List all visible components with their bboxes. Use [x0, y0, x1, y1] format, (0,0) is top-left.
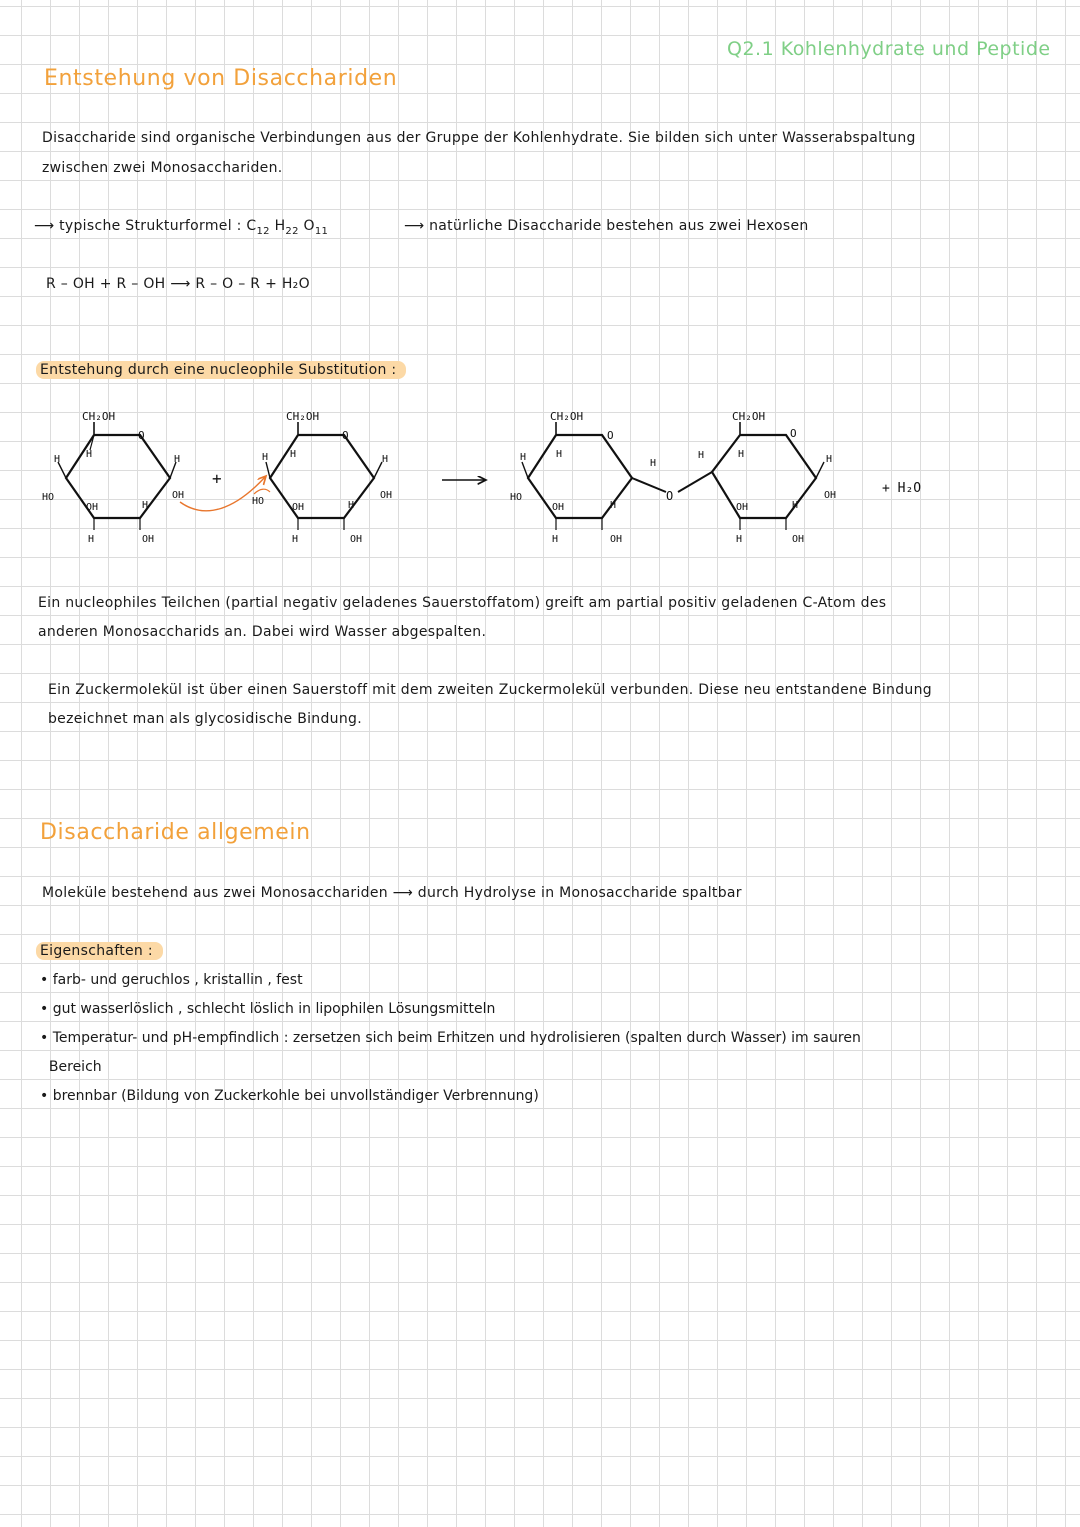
- leaving-arrow: [254, 489, 270, 494]
- ring-4: [698, 410, 836, 545]
- ring4-oh3: OH: [824, 490, 837, 501]
- ring3-ho: HO: [510, 492, 523, 503]
- ring1-oh3: OH: [172, 490, 185, 501]
- bond-text-line1: Ein Zuckermolekül ist über einen Sauerstoff mit dem zweiten Zuckermolekül verbunden. Diese neu entstandene Bindung: [48, 682, 932, 698]
- explanation-line2: anderen Monosaccharids an. Dabei wird Wasser abgespalten.: [38, 624, 487, 640]
- ring2-ho: HO: [252, 496, 265, 507]
- summary-text: Moleküle bestehend aus zwei Monosacchariden ⟶ durch Hydrolyse in Monosaccharide spaltbar: [42, 885, 742, 901]
- ring2-ch2oh: CH₂OH: [286, 410, 320, 423]
- ring3-o: O: [607, 429, 614, 442]
- arrow-right-icon: ⟶: [34, 218, 60, 234]
- property-item: Bereich: [40, 1059, 102, 1075]
- ring1-oh1: OH: [86, 502, 99, 513]
- ring3-h3: H: [552, 534, 559, 545]
- property-item: • farb- und geruchlos , kristallin , fest: [40, 972, 303, 988]
- formula-o: O: [303, 218, 315, 234]
- property-item: • Temperatur- und pH-empfindlich : zersetzen sich beim Erhitzen und hydrolisieren (spalten durch Wasser) im sauren: [40, 1030, 861, 1046]
- ring1-oh2: OH: [142, 534, 155, 545]
- ring2-oh1: OH: [292, 502, 305, 513]
- ring3-h1: H: [520, 452, 527, 463]
- ring4-h1: H: [698, 450, 705, 461]
- water-product: + H₂O: [882, 481, 922, 496]
- properties-heading-text: Eigenschaften :: [36, 942, 163, 960]
- ring1-ho: HO: [42, 492, 55, 503]
- natural-note: natürliche Disaccharide bestehen aus zwei Hexosen: [429, 218, 809, 234]
- ring3-oh1: OH: [552, 502, 565, 513]
- ring3-h2: H: [556, 449, 563, 460]
- formula-h: H: [274, 218, 286, 234]
- ring4-oh2: OH: [792, 534, 805, 545]
- ring-2: [252, 410, 392, 545]
- ring3-ch2oh: CH₂OH: [550, 410, 584, 423]
- substitution-heading-text: Entstehung durch eine nucleophile Substitution :: [36, 361, 406, 379]
- ring4-h4: H: [792, 500, 799, 511]
- ring1-ch2oh: CH₂OH: [82, 410, 116, 423]
- ring4-h5: H: [826, 454, 833, 465]
- page-tag: Q2.1 Kohlenhydrate und Peptide: [727, 38, 1051, 60]
- ring4-oh1: OH: [736, 502, 749, 513]
- ring2-h2: H: [290, 449, 297, 460]
- ring4-ch2oh: CH₂OH: [732, 410, 766, 423]
- ring3-h5: H: [650, 458, 657, 469]
- glycosidic-oxygen: O: [666, 489, 674, 503]
- formula-c-sub: 12: [256, 225, 270, 237]
- section-title-disaccharides-general: Disaccharide allgemein: [40, 820, 311, 845]
- substitution-heading: [36, 362, 406, 378]
- section-title-disaccharide-formation: Entstehung von Disacchariden: [44, 66, 398, 91]
- ring1-h3: H: [88, 534, 95, 545]
- ring2-h1: H: [262, 452, 269, 463]
- formula-h-sub: 22: [285, 225, 299, 237]
- reaction-svg: [30, 400, 1030, 560]
- ring2-oh3: OH: [380, 490, 393, 501]
- intro-text-line2: zwischen zwei Monosacchariden.: [42, 160, 283, 176]
- ring1-o: O: [138, 429, 145, 442]
- ring2-oh2: OH: [350, 534, 363, 545]
- ring4-h2: H: [738, 449, 745, 460]
- properties-heading: [36, 943, 163, 959]
- formula-prefix: typische Strukturformel : C: [59, 218, 257, 234]
- natural-note-row: [404, 218, 809, 234]
- ring1-h5: H: [174, 454, 181, 465]
- ring2-h4: H: [348, 500, 355, 511]
- explanation-line1: Ein nucleophiles Teilchen (partial negativ geladenes Sauerstoffatom) greift am partial positiv geladenen C-Atom des: [38, 595, 887, 611]
- property-item: • gut wasserlöslich , schlecht löslich in lipophilen Lösungsmitteln: [40, 1001, 496, 1017]
- reaction-equation: R – OH + R – OH ⟶ R – O – R + H₂O: [46, 276, 310, 292]
- plus-sign: +: [212, 469, 222, 488]
- ring4-h3: H: [736, 534, 743, 545]
- arrow-right-icon: ⟶: [404, 218, 430, 234]
- ring1-h2: H: [86, 449, 93, 460]
- disaccharide-reaction-diagram: [30, 400, 1030, 560]
- ring3-h4: H: [610, 500, 617, 511]
- ring1-h4: H: [142, 500, 149, 511]
- ring1-h1: H: [54, 454, 61, 465]
- property-item: • brennbar (Bildung von Zuckerkohle bei unvollständiger Verbrennung): [40, 1088, 539, 1104]
- ring-1: [42, 410, 184, 545]
- ring2-h3: H: [292, 534, 299, 545]
- ring4-o: O: [790, 427, 797, 440]
- ring2-o: O: [342, 429, 349, 442]
- ring2-h5: H: [382, 454, 389, 465]
- ring3-oh2: OH: [610, 534, 623, 545]
- formula-o-sub: 11: [314, 225, 329, 237]
- intro-text-line1: Disaccharide sind organische Verbindungen aus der Gruppe der Kohlenhydrate. Sie bilden sich unter Wasserabspaltung: [42, 130, 916, 146]
- bond-text-line2: bezeichnet man als glycosidische Bindung.: [48, 711, 362, 727]
- ring-3: [510, 410, 656, 545]
- formula-row: [34, 218, 328, 237]
